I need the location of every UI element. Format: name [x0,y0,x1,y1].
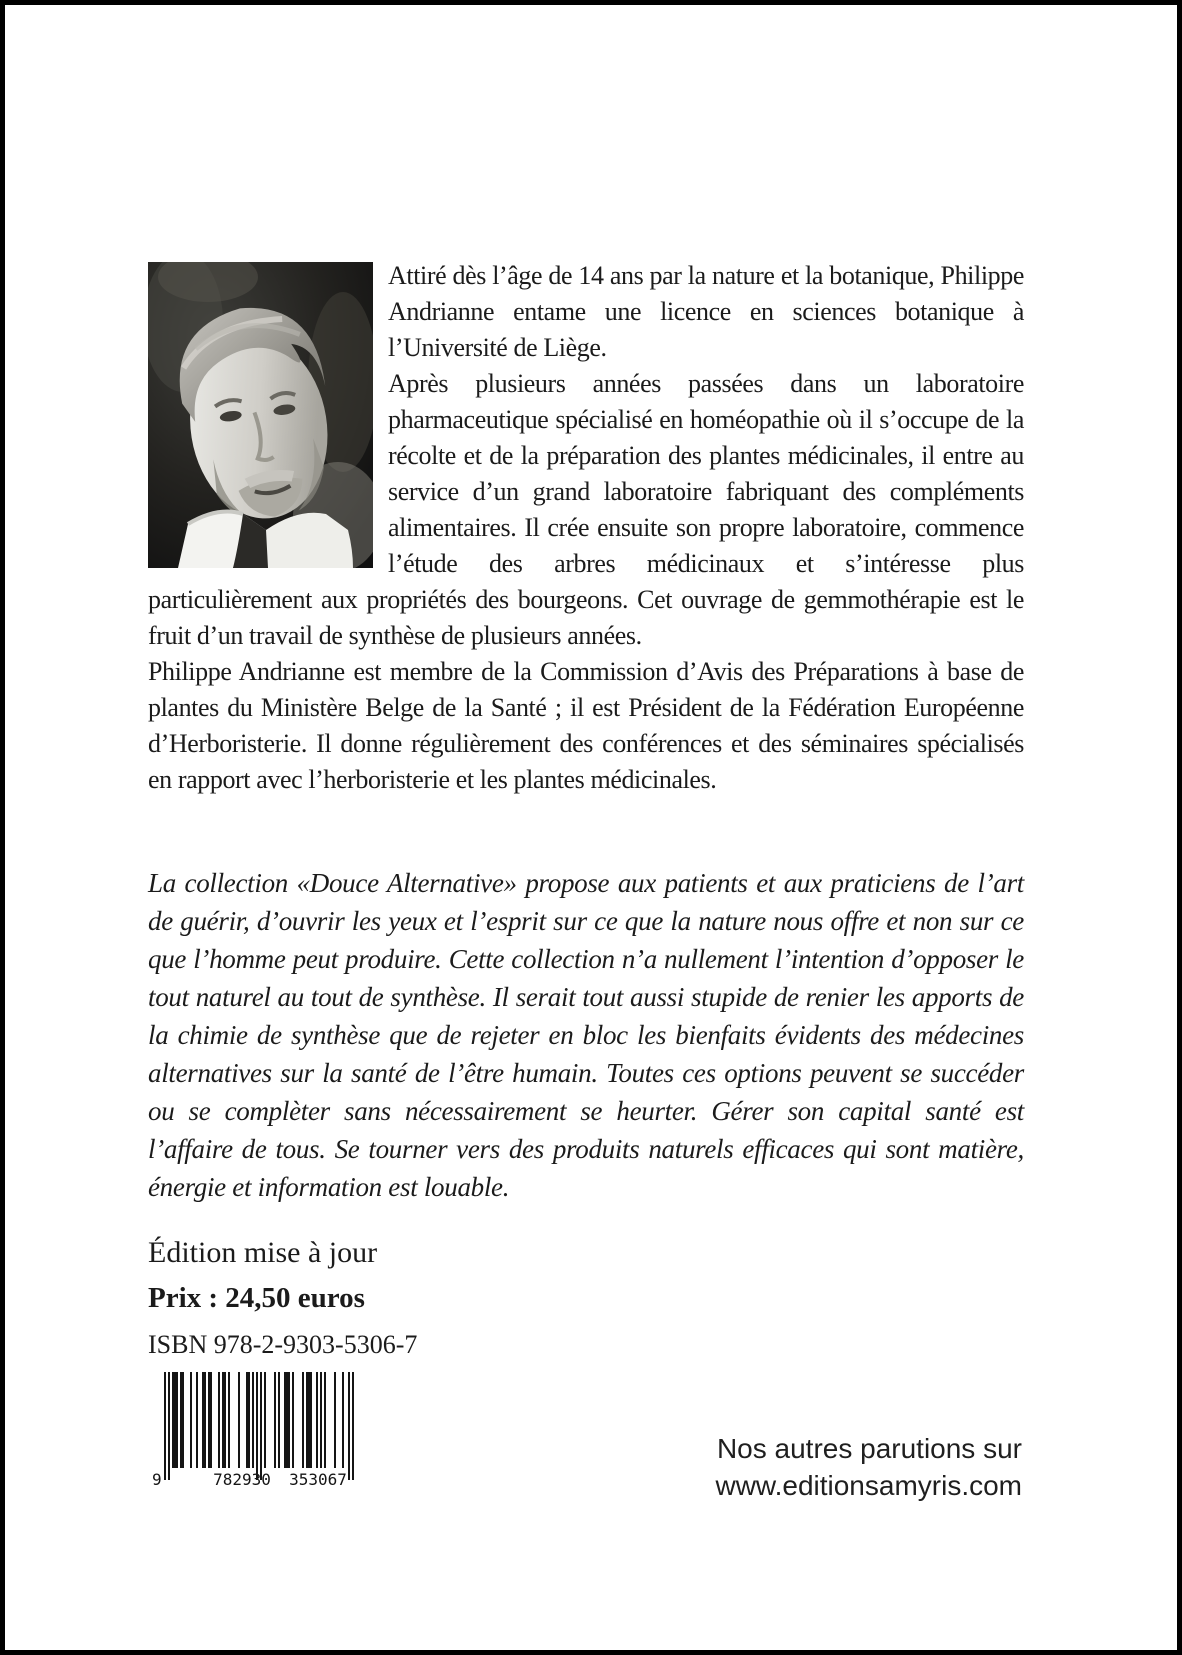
svg-text:353067: 353067 [289,1470,347,1489]
bio-paragraph: Philippe Andrianne est membre de la Commission d’Avis des Préparations à base de plantes du Ministère Belge de la Santé ; il est Président de la Fédération Européenne d’Herboristerie. Il donne régulièrement des conférences et des séminaires spécialisés en rapport avec l’herboristerie et les plantes médicinales. [148,657,1024,794]
ean13-barcode [152,1372,362,1490]
bio-paragraph: Après plusieurs années passées dans un laboratoire pharmaceutique spécialisé en homéopathie où il s’occupe de la récolte et de la préparation des plantes médicinales, il entre au service d’un grand laboratoire fabriquant des compléments alimentaires. Il crée ensuite son propre laboratoire, commence l’étude des arbres médicinaux et s’intéresse plus particulièrement aux propriétés des bourgeons. Cet ouvrage de gemmothérapie est le fruit d’un travail de synthèse de plusieurs années. [148,369,1024,650]
author-bio-block [148,258,1024,798]
edition-note: Édition mise à jour [148,1236,378,1269]
promo-line: Nos autres parutions sur [716,1433,1022,1464]
svg-text:9: 9 [152,1470,162,1489]
website-url: www.editionsamyris.com [715,1470,1022,1501]
bio-paragraph: Attiré dès l’âge de 14 ans par la nature et la botanique, Philippe Andrianne entame une licence en sciences botanique à l’Université de Liège. [388,261,1024,362]
author-photo [148,262,373,568]
isbn-label: ISBN 978-2-9303-5306-7 [148,1330,418,1359]
svg-text:782930: 782930 [213,1470,271,1489]
price-label: Prix : 24,50 euros [148,1282,365,1314]
publisher-promo [715,1430,1022,1504]
collection-note: La collection «Douce Alternative» propose aux patients et aux praticiens de l’art de guérir, d’ouvrir les yeux et l’esprit sur ce que la nature nous offre et non sur ce que l’homme peut produire. Cette collection n’a nullement l’intention d’opposer le tout naturel au tout de synthèse. Il serait tout aussi stupide de renier les apports de la chimie de synthèse que de rejeter en bloc les bienfaits évidents des médecines alternatives sur la santé de l’être humain. Toutes ces options peuvent se succéder ou se complèter sans nécessairement se heurter. Gérer son capital santé est l’affaire de tous. Se tourner vers des produits naturels efficaces qui sont matière, énergie et information est louable. [148,868,1024,1202]
